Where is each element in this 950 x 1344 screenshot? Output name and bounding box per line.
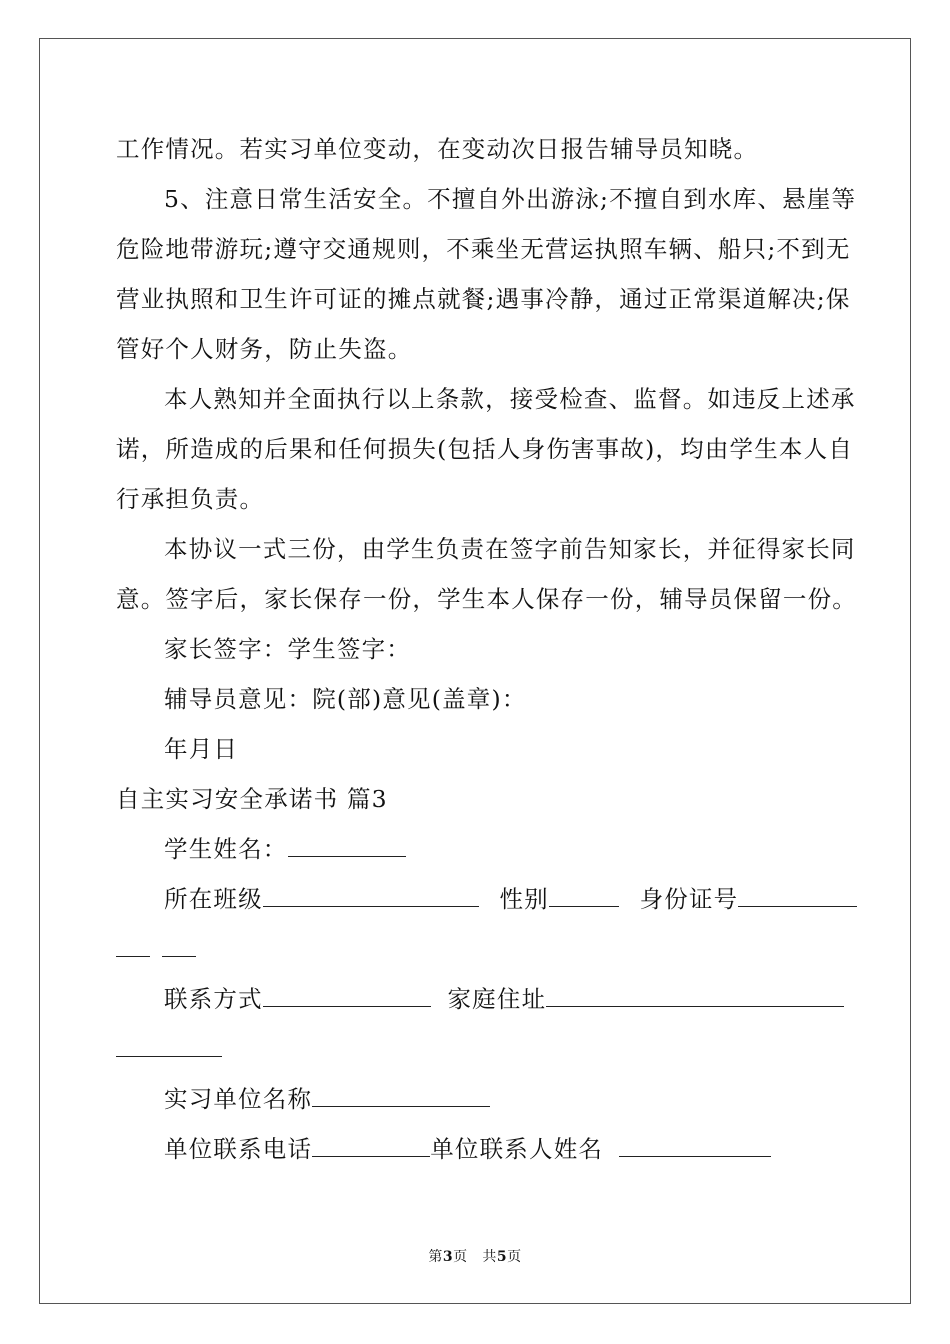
address-label: 家庭住址 [447, 985, 547, 1013]
paragraph-line: 营业执照和卫生许可证的摊点就餐;遇事冷静，通过正常渠道解决;保 [116, 285, 851, 313]
section-title: 自主实习安全承诺书 篇3 [116, 785, 388, 813]
unit-phone-blank [312, 1134, 430, 1157]
paragraph-line: 意。签字后，家长保存一份，学生本人保存一份，辅导员保留一份。 [116, 585, 857, 613]
address-blank-continued [116, 1034, 222, 1057]
paragraph-line: 管好个人财务，防止失盗。 [116, 335, 413, 363]
opinion-line: 辅导员意见：院(部)意见(盖章)： [164, 685, 527, 713]
contact-label: 联系方式 [164, 985, 263, 1013]
page-border [39, 38, 911, 1304]
signature-line: 家长签字：学生签字： [164, 635, 411, 663]
paragraph-line: 诺，所造成的后果和任何损失(包括人身伤害事故)，均由学生本人自 [116, 435, 854, 463]
class-blank [263, 884, 479, 907]
unit-name-label: 实习单位名称 [164, 1085, 313, 1113]
paragraph-line: 本协议一式三份，由学生负责在签字前告知家长，并征得家长同 [164, 535, 856, 563]
unit-name-row [164, 1084, 490, 1114]
paragraph-line: 工作情况。若实习单位变动，在变动次日报告辅导员知晓。 [116, 135, 759, 163]
id-number-continued-row [116, 934, 196, 964]
address-continued-row [116, 1034, 222, 1064]
unit-contact-label: 单位联系人姓名 [430, 1135, 604, 1163]
id-number-label: 身份证号 [639, 885, 739, 913]
id-number-blank-continued [116, 934, 150, 957]
gender-label: 性别 [499, 885, 549, 913]
paragraph-line: 5、注意日常生活安全。不擅自外出游泳;不擅自到水库、悬崖等 [164, 185, 857, 213]
student-name-label: 学生姓名： [164, 835, 288, 863]
unit-contact-blank [619, 1134, 771, 1157]
paragraph-line: 危险地带游玩;遵守交通规则，不乘坐无营运执照车辆、船只;不到无 [116, 235, 851, 263]
student-name-blank [288, 834, 406, 857]
unit-phone-contact-row [164, 1134, 771, 1164]
footer-prefix: 第 [428, 1249, 443, 1265]
class-gender-id-row [164, 884, 857, 914]
page-footer [0, 1246, 950, 1266]
unit-name-blank [312, 1084, 490, 1107]
address-blank [546, 984, 844, 1007]
footer-mid: 页 共 [453, 1249, 497, 1265]
unit-phone-label: 单位联系电话 [164, 1135, 313, 1163]
footer-suffix: 页 [507, 1249, 522, 1265]
contact-blank [263, 984, 431, 1007]
paragraph-line: 行承担负责。 [116, 485, 265, 513]
student-name-row [164, 834, 406, 864]
id-number-blank [738, 884, 857, 907]
id-number-blank-continued [162, 934, 196, 957]
contact-address-row [164, 984, 844, 1014]
gender-blank [549, 884, 619, 907]
date-line: 年月日 [164, 735, 239, 763]
current-page-number: 3 [442, 1249, 454, 1265]
total-page-number: 5 [496, 1249, 508, 1265]
paragraph-line: 本人熟知并全面执行以上条款，接受检查、监督。如违反上述承 [164, 385, 856, 413]
class-label: 所在班级 [164, 885, 263, 913]
